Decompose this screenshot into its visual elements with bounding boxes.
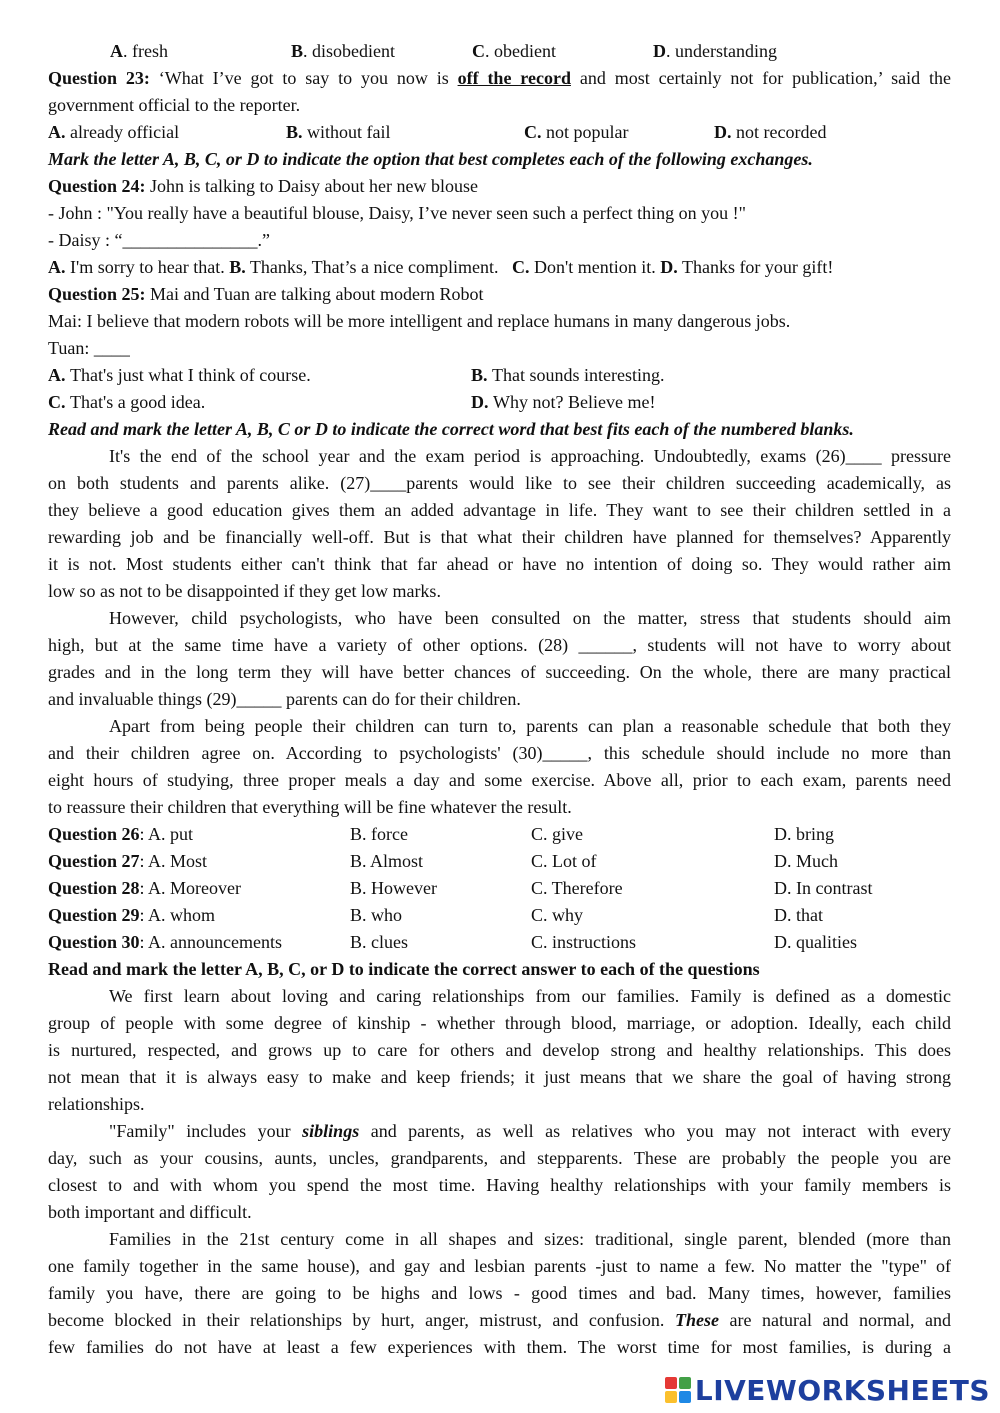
reading-emphasized-siblings: siblings bbox=[302, 1121, 360, 1141]
reading-p1-line: group of people with some degree of kinship - whether through blood, marriage, or adoption. Ideally, each child bbox=[48, 1013, 951, 1033]
cloze-p2-line: However, child psychologists, who have been consulted on the matter, stress that students should aim bbox=[109, 608, 951, 628]
question-28-option-a: : A. Moreover bbox=[139, 878, 241, 898]
q24-option-d: Thanks for your gift! bbox=[681, 257, 834, 277]
q23-option-b: without fail bbox=[307, 122, 391, 142]
cloze-p1-line: low so as not to be disappointed if they get low marks. bbox=[48, 581, 441, 601]
reading-p3-line: family you have, there are going to be highs and lows - good times and bad. Many times, however, families bbox=[48, 1283, 951, 1303]
question-26-option-a: : A. put bbox=[139, 824, 194, 844]
reading-p2-text-pre: "Family" includes your bbox=[109, 1121, 303, 1141]
question-30-option-d: D. qualities bbox=[774, 932, 857, 952]
cloze-p3-line: and their children agree on. According to psychologists' (30)_____, this schedule should include no more than bbox=[48, 743, 951, 763]
reading-p2-line: day, such as your cousins, aunts, uncles, grandparents, and stepparents. These are probably the people you are bbox=[48, 1148, 951, 1168]
question-29-option-c: C. why bbox=[531, 905, 584, 925]
reading-p2-line bbox=[48, 1118, 951, 1145]
cloze-p3-line: to reassure their children that everything will be fine whatever the result. bbox=[48, 797, 572, 817]
q22-options: A. fresh B. disobedient C. obedient D. understanding bbox=[48, 38, 951, 65]
cloze-p1-line: on both students and parents alike. (27)____parents would like to see their children succeeding academically, as bbox=[48, 473, 951, 493]
question-26-option-b: B. force bbox=[350, 824, 408, 844]
reading-p2-text-post: and parents, as well as relatives who you may not interact with every bbox=[359, 1121, 951, 1141]
q24-prompt: John is talking to Daisy about her new blouse bbox=[145, 176, 478, 196]
cloze-p1-line: it is not. Most students either can't think that far ahead or have no intention of doing so. They would rather aim bbox=[48, 554, 951, 574]
question-30-label: Question 30 bbox=[48, 932, 140, 952]
question-27-row bbox=[48, 848, 951, 875]
instruction-exchanges: Mark the letter A, B, C, or D to indicate the option that best completes each of the following exchanges. bbox=[48, 149, 813, 169]
q24-option-c: Don't mention it. bbox=[534, 257, 656, 277]
q25-prompt: Mai and Tuan are talking about modern Robot bbox=[145, 284, 484, 304]
question-28-option-d: D. In contrast bbox=[774, 878, 873, 898]
q23-underlined-phrase: off the record bbox=[457, 68, 571, 88]
cloze-p1-line: rewarding job and be financially well-off. But is that what their children have planned for themselves? Apparently bbox=[48, 527, 951, 547]
cloze-paragraph-3 bbox=[48, 713, 951, 821]
reading-p3-text-post: are natural and normal, and bbox=[718, 1310, 951, 1330]
question-27-label: Question 27 bbox=[48, 851, 140, 871]
logo-square bbox=[679, 1391, 691, 1403]
q22-option-c: obedient bbox=[494, 41, 556, 61]
cloze-p1-line: they believe a good education gives them an added advantage in life. They want to see their children settled in a bbox=[48, 500, 951, 520]
reading-p1-line: relationships. bbox=[48, 1094, 145, 1114]
question-29-option-d: D. that bbox=[774, 905, 823, 925]
logo-square bbox=[679, 1377, 691, 1389]
reading-p3-line: one family together in the same house), and gay and lesbian parents -just to name a few. No matter the "type" of bbox=[48, 1256, 951, 1276]
q25-mai-line: Mai: I believe that modern robots will be more intelligent and replace humans in many dangerous jobs. bbox=[48, 311, 791, 331]
cloze-paragraph-2 bbox=[48, 605, 951, 713]
cloze-p2-line: high, but at the same time have a variety of other options. (28) ______, students will not have to worry about bbox=[48, 635, 951, 655]
q24-stem bbox=[48, 173, 951, 200]
question-27-option-d: D. Much bbox=[774, 851, 838, 871]
q24-option-b: Thanks, That’s a nice compliment. bbox=[249, 257, 499, 277]
reading-p2-line: closest to and with whom you spend the most time. Having healthy relationships with your family members is bbox=[48, 1175, 951, 1195]
q24-label: Question 24: bbox=[48, 176, 146, 196]
logo-square bbox=[665, 1391, 677, 1403]
question-26-label: Question 26 bbox=[48, 824, 140, 844]
q24-options: A. I'm sorry to hear that. B. Thanks, That’s a nice compliment. C. Don't mention it. D. Thanks for your gift! bbox=[48, 257, 834, 277]
q22-option-a: fresh bbox=[132, 41, 168, 61]
q25-option-b: That sounds interesting. bbox=[492, 365, 665, 385]
reading-p2-line: both important and difficult. bbox=[48, 1202, 252, 1222]
question-29-row bbox=[48, 902, 951, 929]
question-26-row bbox=[48, 821, 951, 848]
q24-john-line: - John : "You really have a beautiful blouse, Daisy, I’ve never seen such a perfect thing on you !" bbox=[48, 203, 747, 223]
question-29-label: Question 29 bbox=[48, 905, 140, 925]
question-27-option-b: B. Almost bbox=[350, 851, 424, 871]
reading-p3-line: few families do not have at least a few experiences with them. The worst time for most families, is during a bbox=[48, 1337, 951, 1357]
q23-option-c: not popular bbox=[546, 122, 629, 142]
q24-daisy-line: - Daisy : “_______________.” bbox=[48, 230, 270, 250]
liveworksheets-logo-icon bbox=[665, 1377, 691, 1403]
q23-options: A. already official B. without fail C. not popular D. not recorded bbox=[48, 119, 951, 146]
reading-emphasized-these: These bbox=[674, 1310, 719, 1330]
q23-stem bbox=[48, 65, 951, 92]
q25-stem bbox=[48, 281, 951, 308]
q25-label: Question 25: bbox=[48, 284, 146, 304]
reading-paragraph-1 bbox=[48, 983, 951, 1118]
q22-option-d: understanding bbox=[675, 41, 777, 61]
question-28-row bbox=[48, 875, 951, 902]
q23-text-post: and most certainly not for publication,’ said the bbox=[570, 68, 951, 88]
cloze-paragraph-1 bbox=[48, 443, 951, 605]
cloze-question-table bbox=[48, 821, 951, 956]
q23-option-d: not recorded bbox=[736, 122, 827, 142]
question-29-option-b: B. who bbox=[350, 905, 403, 925]
liveworksheets-logo[interactable] bbox=[665, 1373, 990, 1407]
q23-label: Question 23: bbox=[48, 68, 150, 88]
question-30-option-c: C. instructions bbox=[531, 932, 637, 952]
worksheet-page bbox=[48, 38, 951, 1361]
q23-stem-line2: government official to the reporter. bbox=[48, 95, 301, 115]
instruction-cloze: Read and mark the letter A, B, C or D to indicate the correct word that best fits each of the numbered blanks. bbox=[48, 419, 854, 439]
reading-p3-line: Families in the 21st century come in all shapes and sizes: traditional, single parent, blended (more than bbox=[109, 1229, 951, 1249]
question-27-option-c: C. Lot of bbox=[531, 851, 597, 871]
q25-tuan-line: Tuan: ____ bbox=[48, 338, 130, 358]
q25-options-row1: A. That's just what I think of course. B. That sounds interesting. bbox=[48, 362, 951, 389]
cloze-p1-line: It's the end of the school year and the exam period is approaching. Undoubtedly, exams (26)____ pressure bbox=[109, 446, 951, 466]
reading-p1-line: We first learn about loving and caring relationships from our families. Family is defined as a domestic bbox=[109, 986, 951, 1006]
reading-paragraph-3 bbox=[48, 1226, 951, 1361]
question-30-option-a: : A. announcements bbox=[139, 932, 282, 952]
instruction-reading: Read and mark the letter A, B, C, or D to indicate the correct answer to each of the questions bbox=[48, 959, 760, 979]
q24-option-a: I'm sorry to hear that. bbox=[70, 257, 225, 277]
q23-text-pre: ‘What I’ve got to say to you now is bbox=[149, 68, 458, 88]
cloze-p3-line: eight hours of studying, three proper meals a day and some exercise. Above all, prior to each exam, parents need bbox=[48, 770, 951, 790]
question-28-option-b: B. However bbox=[350, 878, 437, 898]
question-28-label: Question 28 bbox=[48, 878, 140, 898]
reading-p3-line bbox=[48, 1307, 951, 1334]
cloze-p3-line: Apart from being people their children can turn to, parents can plan a reasonable schedule that both they bbox=[109, 716, 951, 736]
reading-paragraph-2 bbox=[48, 1118, 951, 1226]
cloze-p2-line: grades and in the long term they will have better chances of succeeding. On the whole, there are many practical bbox=[48, 662, 951, 682]
logo-square bbox=[665, 1377, 677, 1389]
question-30-row bbox=[48, 929, 951, 956]
question-30-option-b: B. clues bbox=[350, 932, 408, 952]
q22-option-b: disobedient bbox=[312, 41, 396, 61]
q23-option-a: already official bbox=[70, 122, 180, 142]
cloze-p2-line: and invaluable things (29)_____ parents can do for their children. bbox=[48, 689, 521, 709]
q25-options-row2: C. That's a good idea. D. Why not? Believe me! bbox=[48, 389, 951, 416]
q25-option-a: That's just what I think of course. bbox=[70, 365, 311, 385]
logo-text: LIVEWORKSHEETS bbox=[694, 1373, 990, 1407]
reading-p1-line: not mean that it is always easy to make and keep friends; it just means that we share the goal of having strong bbox=[48, 1067, 951, 1087]
q25-option-c: That's a good idea. bbox=[70, 392, 206, 412]
question-27-option-a: : A. Most bbox=[139, 851, 208, 871]
reading-p3-text-pre: become blocked in their relationships by hurt, anger, mistrust, and confusion. bbox=[48, 1310, 675, 1330]
q25-option-d: Why not? Believe me! bbox=[493, 392, 656, 412]
question-29-option-a: : A. whom bbox=[139, 905, 216, 925]
reading-p1-line: is nurtured, respected, and grows up to care for others and develop strong and healthy relationships. This does bbox=[48, 1040, 951, 1060]
question-26-option-c: C. give bbox=[531, 824, 583, 844]
question-28-option-c: C. Therefore bbox=[531, 878, 623, 898]
question-26-option-d: D. bring bbox=[774, 824, 834, 844]
